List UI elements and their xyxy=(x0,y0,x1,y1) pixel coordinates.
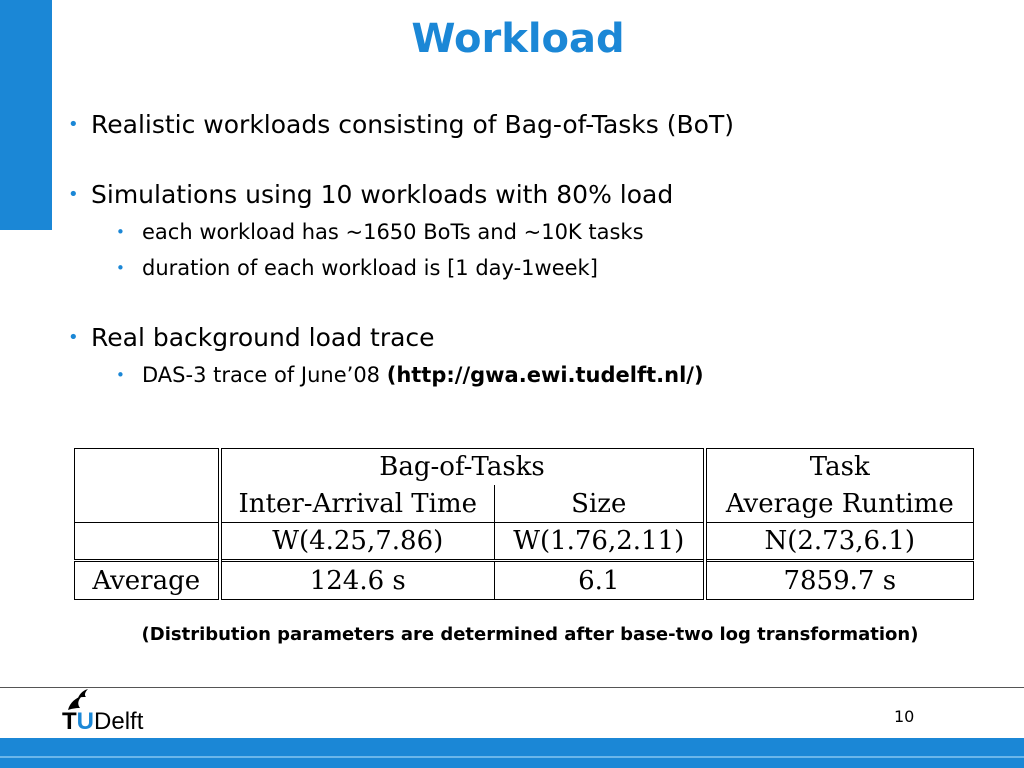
slide-title: Workload xyxy=(411,16,625,62)
task-header: Task xyxy=(705,449,974,486)
table-cell: W(4.25,7.86) xyxy=(220,522,495,561)
empty-cell xyxy=(75,449,220,486)
bullet-dot-icon: • xyxy=(68,327,79,348)
table-cell: 7859.7 s xyxy=(705,561,974,600)
bullet-dot-icon: • xyxy=(68,114,79,135)
logo-text: TUDelft xyxy=(62,708,144,735)
table-cell: N(2.73,6.1) xyxy=(705,522,974,561)
runtime-header: Average Runtime xyxy=(705,485,974,522)
distribution-note: (Distribution parameters are determined after base-two log transformation) xyxy=(141,624,919,645)
sub-bullet-text: duration of each workload is [1 day-1week] xyxy=(142,256,598,280)
bullet-item xyxy=(68,323,435,352)
workload-table xyxy=(74,448,974,600)
bullet-dot-icon: • xyxy=(116,223,125,241)
trace-url: (http://gwa.ewi.tudelft.nl/) xyxy=(386,363,704,387)
bullet-text: Real background load trace xyxy=(91,323,435,352)
average-label: Average xyxy=(75,561,220,600)
tudelft-logo xyxy=(62,688,172,734)
table-cell: 6.1 xyxy=(495,561,705,600)
bullet-text: Realistic workloads consisting of Bag-of-Tasks (BoT) xyxy=(91,110,734,139)
table-cell: 124.6 s xyxy=(220,561,495,600)
bullet-item xyxy=(68,180,673,209)
bullet-item xyxy=(68,110,734,139)
bullet-dot-icon: • xyxy=(116,366,125,384)
sub-bullet-item xyxy=(116,220,644,244)
page-number: 10 xyxy=(894,707,915,726)
bag-of-tasks-header: Bag-of-Tasks xyxy=(220,449,705,486)
sub-bullet-item xyxy=(116,256,598,280)
bullet-dot-icon: • xyxy=(116,259,125,277)
sub-bullet-text: DAS-3 trace of June’08 xyxy=(142,363,387,387)
table-cell: W(1.76,2.11) xyxy=(495,522,705,561)
empty-cell xyxy=(75,522,220,561)
empty-cell xyxy=(75,485,220,522)
size-header: Size xyxy=(495,485,705,522)
inter-arrival-header: Inter-Arrival Time xyxy=(220,485,495,522)
sub-bullet-item xyxy=(116,363,704,387)
sub-bullet-text: each workload has ~1650 BoTs and ~10K tasks xyxy=(142,220,644,244)
bullet-text: Simulations using 10 workloads with 80% load xyxy=(91,180,674,209)
bottom-bar xyxy=(0,738,1024,768)
bullet-dot-icon: • xyxy=(68,184,79,205)
bottom-bar-stripe xyxy=(0,756,1024,758)
